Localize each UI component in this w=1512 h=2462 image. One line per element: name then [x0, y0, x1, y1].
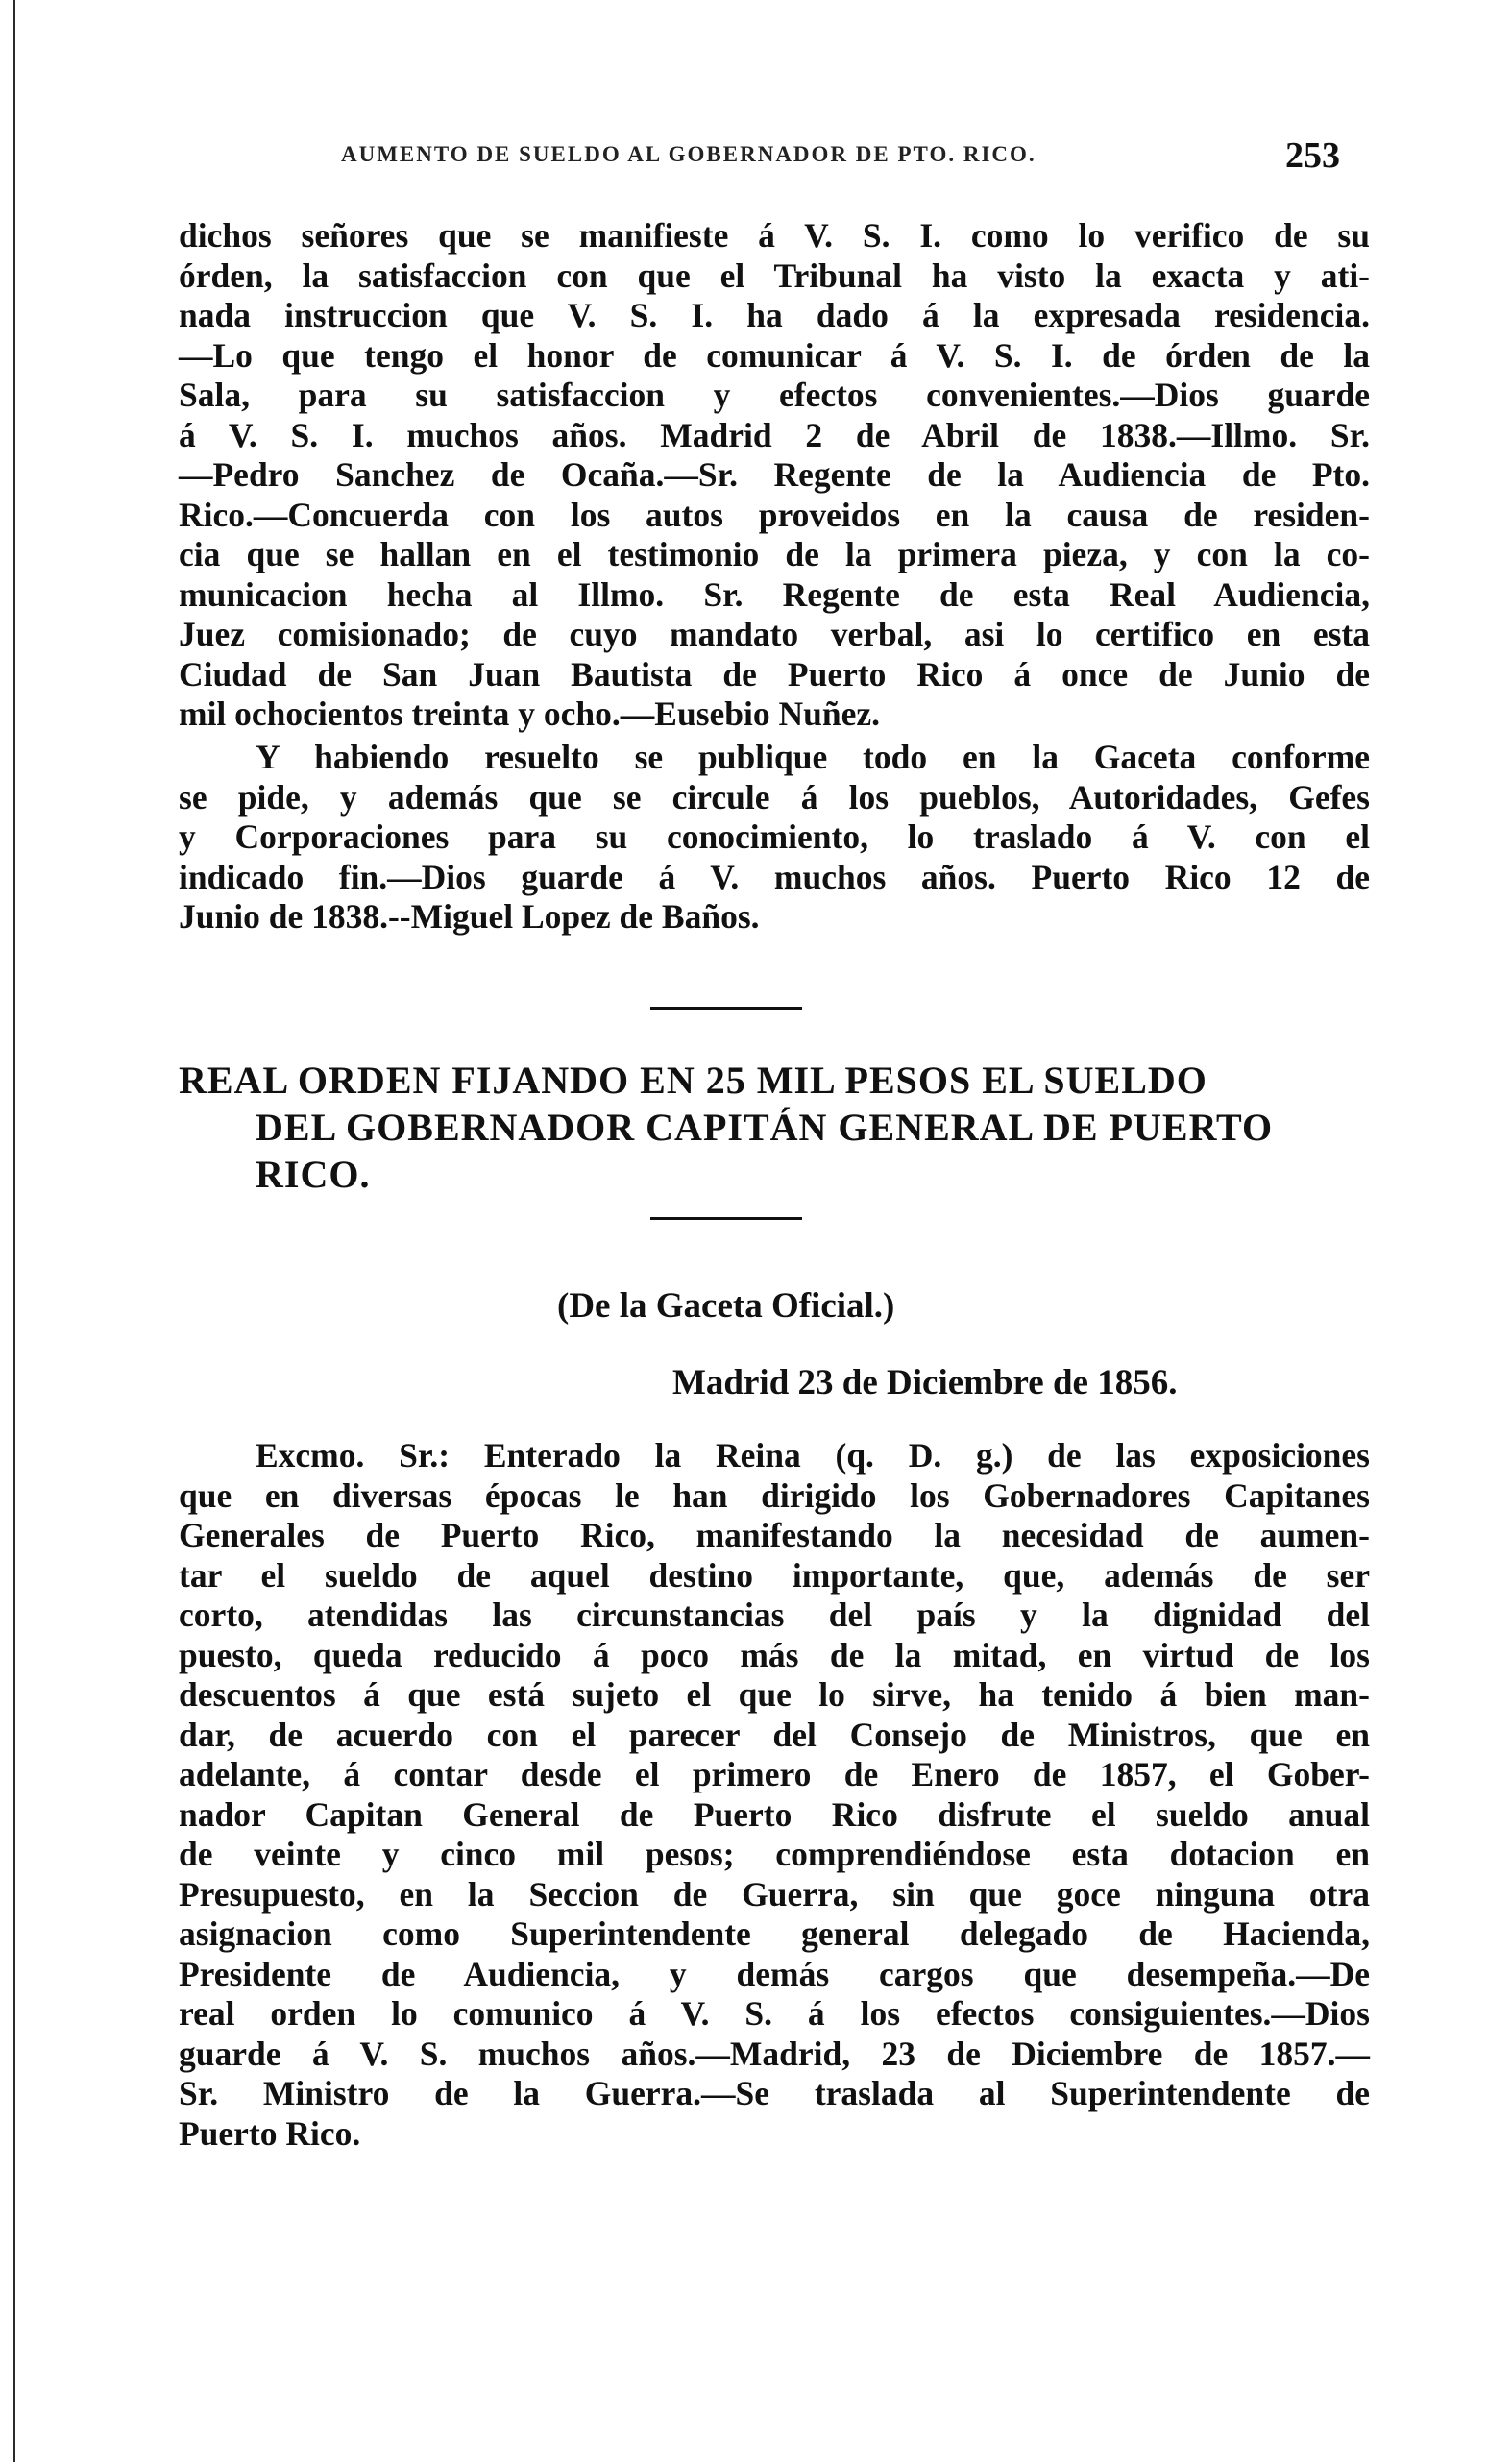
text-line: —Lo que tengo el honor de comunicar á V. S. I. de órden de la [179, 335, 1370, 375]
text-line: nador Capitan General de Puerto Rico disfrute el sueldo anual [179, 1794, 1370, 1834]
text-line: Ciudad de San Juan Bautista de Puerto Rico á once de Junio de [179, 654, 1370, 694]
text-line: real orden lo comunico á V. S. á los efectos consiguientes.—Dios [179, 1994, 1370, 2033]
running-title: AUMENTO DE SUELDO AL GOBERNADOR DE PTO. RICO. [341, 142, 1036, 166]
text-line: se pide, y además que se circule á los pueblos, Autoridades, Gefes [179, 777, 1370, 817]
text-line: asignacion como Superintendente general delegado de Hacienda, [179, 1914, 1370, 1953]
text-line: de veinte y cinco mil pesos; comprendiéndose esta dotacion en [179, 1835, 1370, 1873]
text-line: tar el sueldo de aquel destino importante, que, además de ser [179, 1555, 1370, 1595]
text-line: Generales de Puerto Rico, manifestando la necesidad de aumen- [179, 1516, 1370, 1554]
title-line: DEL GOBERNADOR CAPITÁN GENERAL DE PUERTO [256, 1106, 1274, 1149]
text-line: indicado fin.—Dios guarde á V. muchos años. Puerto Rico 12 de [179, 857, 1370, 896]
paragraph-continuation [179, 216, 1370, 735]
text-line: mil ochocientos treinta y ocho.—Eusebio Nuñez. [179, 695, 881, 733]
text-line: —Pedro Sanchez de Ocaña.—Sr. Regente de la Audiencia de Pto. [179, 455, 1370, 494]
text-line: descuentos á que está sujeto el que lo sirve, ha tenido á bien man- [179, 1675, 1370, 1714]
paragraph-real-orden [179, 1436, 1370, 2154]
text-line: Excmo. Sr.: Enterado la Reina (q. D. g.) de las exposiciones [256, 1436, 1370, 1475]
text-line: Presidente de Audiencia, y demás cargos que desempeña.—De [179, 1954, 1370, 1993]
paragraph-publication-order [179, 738, 1370, 938]
section-divider [650, 1007, 802, 1010]
text-line: Puerto Rico. [179, 2113, 361, 2153]
text-line: dar, de acuerdo con el parecer del Consejo de Ministros, que en [179, 1715, 1370, 1754]
section-divider [650, 1217, 802, 1220]
text-line: Presupuesto, en la Seccion de Guerra, sin que goce ninguna otra [179, 1874, 1370, 1914]
text-line: puesto, queda reducido á poco más de la mitad, en virtud de los [179, 1635, 1370, 1674]
title-line: RICO. [256, 1153, 371, 1196]
section-title [179, 1057, 1370, 1198]
text-line: dichos señores que se manifieste á V. S. I. como lo verifico de su [179, 216, 1370, 255]
text-line: órden, la satisfaccion con que el Tribunal ha visto la exacta y ati- [179, 256, 1370, 295]
scan-edge-line [13, 0, 15, 2462]
text-line: y Corporaciones para su conocimiento, lo traslado á V. con el [179, 817, 1370, 856]
text-line: que en diversas épocas le han dirigido los Gobernadores Capitanes [179, 1475, 1370, 1515]
text-line: Sala, para su satisfaccion y efectos convenientes.—Dios guarde [179, 376, 1370, 414]
text-line: nada instruccion que V. S. I. ha dado á la expresada residencia. [179, 296, 1370, 334]
title-line: REAL ORDEN FIJANDO EN 25 MIL PESOS EL SUELDO [179, 1059, 1207, 1102]
text-line: municacion hecha al Illmo. Sr. Regente de esta Real Audiencia, [179, 574, 1370, 614]
dateline: Madrid 23 de Diciembre de 1856. [672, 1363, 1178, 1402]
text-line: á V. S. I. muchos años. Madrid 2 de Abril de 1838.—Illmo. Sr. [179, 415, 1370, 454]
source-citation: (De la Gaceta Oficial.) [557, 1286, 895, 1326]
text-line: Juez comisionado; de cuyo mandato verbal, asi lo certifico en esta [179, 615, 1370, 653]
text-line: Junio de 1838.--Miguel Lopez de Baños. [179, 897, 760, 936]
text-line: corto, atendidas las circunstancias del país y la dignidad del [179, 1596, 1370, 1634]
text-line: adelante, á contar desde el primero de Enero de 1857, el Gober- [179, 1755, 1370, 1793]
page-number: 253 [1285, 135, 1340, 176]
text-line: Rico.—Concuerda con los autos proveidos en la causa de residen- [179, 495, 1370, 534]
text-line: Sr. Ministro de la Guerra.—Se traslada al Superintendente de [179, 2074, 1370, 2112]
text-line: cia que se hallan en el testimonio de la primera pieza, y con la co- [179, 535, 1370, 573]
text-line: Y habiendo resuelto se publique todo en la Gaceta conforme [256, 738, 1370, 776]
page-header [341, 134, 1340, 183]
text-line: guarde á V. S. muchos años.—Madrid, 23 de Diciembre de 1857.— [179, 2034, 1370, 2073]
